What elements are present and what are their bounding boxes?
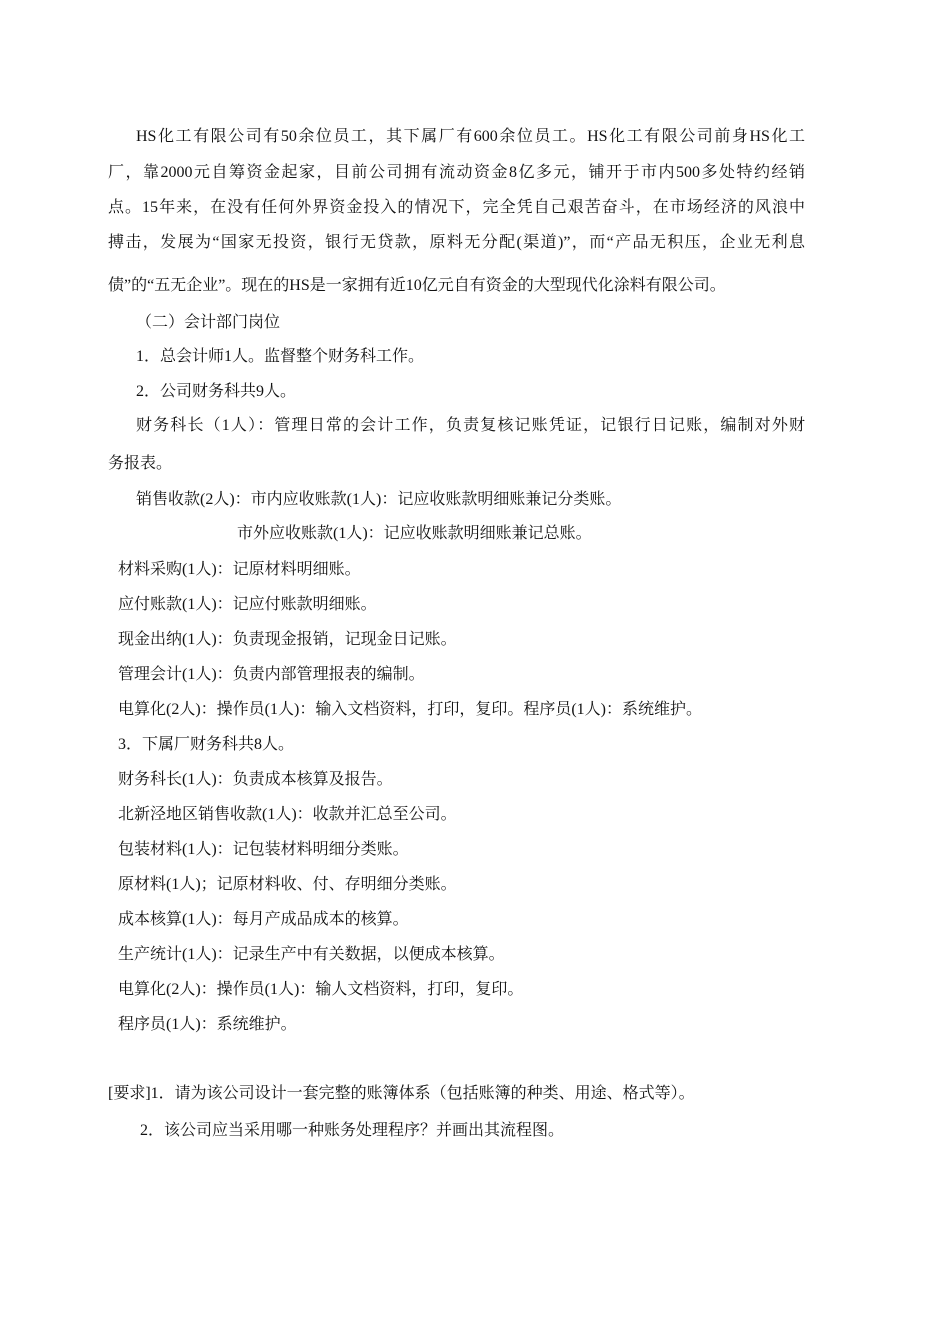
intro-paragraph-line-5: 债”的“五无企业”。现在的HS是一家拥有近10亿元自有资金的大型现代化涂料有限公司。 xyxy=(108,277,726,294)
item-chief-accountant: 1．总会计师1人。监督整个财务科工作。 xyxy=(136,348,425,365)
finance-chief-line-1: 财务科长（1人）：管理日常的会计工作，负责复核记账凭证，记银行日记账，编制对外财 xyxy=(136,417,805,434)
factory-role-programmer: 程序员(1人)：系统维护。 xyxy=(118,1016,297,1033)
sales-collection-line: 销售收款(2人)：市内应收账款(1人)：记应收账款明细账兼记分类账。 xyxy=(136,491,622,508)
intro-paragraph-line-4: 搏击，发展为“国家无投资，银行无贷款，原料无分配(渠道)”，而“产品无积压，企业无利息 xyxy=(108,234,805,251)
hq-role-cashier: 现金出纳(1人)：负责现金报销，记现金日记账。 xyxy=(118,631,457,648)
hq-role-computerization: 电算化(2人)：操作员(1人)：输入文档资料，打印，复印。程序员(1人)：系统维护。 xyxy=(118,701,702,718)
requirement-2: 2．该公司应当采用哪一种账务处理程序？并画出其流程图。 xyxy=(140,1122,565,1139)
factory-role-cost-accounting: 成本核算(1人)：每月产成品成本的核算。 xyxy=(118,911,409,928)
intro-paragraph-line-2: 厂，靠2000元自筹资金起家，目前公司拥有流动资金8亿多元，铺开于市内500多处特约经销 xyxy=(108,164,805,181)
finance-chief-line-2: 务报表。 xyxy=(108,455,173,472)
intro-paragraph-line-1: HS化工有限公司有50余位员工，其下属厂有600余位员工。HS化工有限公司前身HS化工 xyxy=(136,128,805,145)
item-factory-finance: 3．下属厂财务科共8人。 xyxy=(118,736,295,753)
hq-role-accounts-payable: 应付账款(1人)：记应付账款明细账。 xyxy=(118,596,377,613)
sales-collection-sub-line: 市外应收账款(1人)：记应收账款明细账兼记总账。 xyxy=(237,525,592,542)
hq-role-material-purchase: 材料采购(1人)：记原材料明细账。 xyxy=(118,561,361,578)
section-heading: （二）会计部门岗位 xyxy=(136,314,281,331)
intro-paragraph-line-3: 点。15年来，在没有任何外界资金投入的情况下，完全凭自己艰苦奋斗，在市场经济的风浪中 xyxy=(108,199,805,216)
factory-role-sales-collection: 北新泾地区销售收款(1人)：收款并汇总至公司。 xyxy=(118,806,457,823)
factory-role-finance-chief: 财务科长(1人)：负责成本核算及报告。 xyxy=(118,771,393,788)
requirement-1: [要求]1．请为该公司设计一套完整的账簿体系（包括账簿的种类、用途、格式等）。 xyxy=(108,1085,695,1102)
item-company-finance: 2．公司财务科共9人。 xyxy=(136,383,297,400)
factory-role-packaging: 包装材料(1人)：记包装材料明细分类账。 xyxy=(118,841,409,858)
factory-role-computerization: 电算化(2人)：操作员(1人)：输人文档资料，打印，复印。 xyxy=(118,981,524,998)
factory-role-production-stats: 生产统计(1人)：记录生产中有关数据，以便成本核算。 xyxy=(118,946,505,963)
factory-role-raw-materials: 原材料(1人)；记原材料收、付、存明细分类账。 xyxy=(118,876,457,893)
hq-role-management-accounting: 管理会计(1人)：负责内部管理报表的编制。 xyxy=(118,666,425,683)
